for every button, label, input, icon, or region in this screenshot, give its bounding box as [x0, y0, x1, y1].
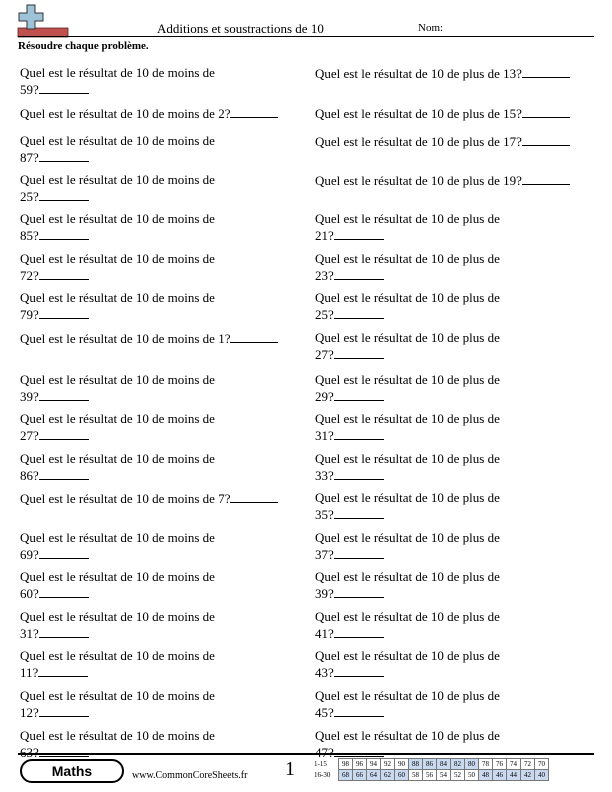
answer-blank[interactable] — [39, 585, 89, 598]
answer-blank[interactable] — [230, 330, 278, 343]
question-number: 12? — [20, 705, 39, 720]
question-item — [315, 251, 500, 284]
question-item — [315, 133, 570, 150]
answer-key-cell: 46 — [493, 770, 507, 781]
question-number: 72? — [20, 268, 39, 283]
answer-blank[interactable] — [39, 388, 89, 401]
question-text: Quel est le résultat de 10 de plus de 19? — [315, 173, 522, 188]
question-text: Quel est le résultat de 10 de moins de — [20, 172, 215, 187]
answer-key-cell: 70 — [535, 759, 549, 770]
question-number: 60? — [20, 586, 39, 601]
question-item — [315, 65, 570, 82]
worksheet-title: Additions et soustractions de 10 — [157, 21, 324, 36]
question-item — [315, 330, 500, 363]
answer-key-cell: 54 — [437, 770, 451, 781]
answer-blank[interactable] — [39, 81, 89, 94]
answer-key-cell: 58 — [409, 770, 423, 781]
question-item — [315, 372, 500, 405]
question-item — [315, 530, 500, 563]
question-item — [315, 411, 500, 444]
answer-key-row — [314, 759, 549, 770]
website-credit: www.CommonCoreSheets.fr — [132, 770, 248, 781]
answer-key-cell: 94 — [367, 759, 381, 770]
question-text: Quel est le résultat de 10 de moins de 1? — [20, 331, 231, 346]
question-item — [315, 490, 500, 523]
question-text: Quel est le résultat de 10 de plus de 13? — [315, 66, 522, 81]
question-item — [315, 569, 500, 602]
answer-blank[interactable] — [522, 133, 570, 146]
question-text: Quel est le résultat de 10 de plus de — [315, 688, 500, 703]
question-number: 21? — [315, 228, 334, 243]
question-item — [315, 648, 500, 681]
answer-key-cell: 48 — [479, 770, 493, 781]
question-text: Quel est le résultat de 10 de plus de — [315, 330, 500, 345]
answer-blank[interactable] — [334, 306, 384, 319]
question-number: 39? — [315, 586, 334, 601]
question-item — [20, 411, 215, 444]
question-item — [20, 609, 215, 642]
question-text: Quel est le résultat de 10 de plus de — [315, 211, 500, 226]
answer-blank[interactable] — [334, 585, 384, 598]
question-text: Quel est le résultat de 10 de plus de — [315, 451, 500, 466]
answer-blank[interactable] — [39, 546, 89, 559]
question-number: 35? — [315, 507, 334, 522]
answer-key-cell: 56 — [423, 770, 437, 781]
name-label: Nom: — [418, 22, 444, 34]
answer-key-range-label: 1-15 — [314, 760, 327, 768]
answer-key-cell: 82 — [451, 759, 465, 770]
answer-blank[interactable] — [334, 227, 384, 240]
question-number: 31? — [20, 626, 39, 641]
answer-blank[interactable] — [39, 427, 89, 440]
question-text: Quel est le résultat de 10 de plus de — [315, 411, 500, 426]
question-number: 37? — [315, 547, 334, 562]
question-number: 47? — [315, 745, 334, 760]
question-number: 31? — [315, 428, 334, 443]
answer-key — [314, 758, 549, 781]
answer-key-cell: 44 — [507, 770, 521, 781]
answer-blank[interactable] — [39, 744, 89, 757]
answer-key-range-label: 16-30 — [314, 771, 331, 779]
answer-blank[interactable] — [334, 744, 384, 757]
question-item — [20, 648, 215, 681]
question-text: Quel est le résultat de 10 de plus de 15? — [315, 106, 522, 121]
question-item — [20, 530, 215, 563]
question-text: Quel est le résultat de 10 de moins de — [20, 569, 215, 584]
answer-blank[interactable] — [38, 664, 88, 677]
answer-blank[interactable] — [522, 172, 570, 185]
answer-blank[interactable] — [39, 467, 89, 480]
answer-blank[interactable] — [334, 704, 384, 717]
question-item — [315, 688, 500, 721]
answer-key-cell: 78 — [479, 759, 493, 770]
question-item — [315, 290, 500, 323]
answer-key-row — [314, 770, 549, 781]
answer-blank[interactable] — [39, 188, 89, 201]
answer-key-cell: 68 — [339, 770, 353, 781]
answer-key-cell: 90 — [395, 759, 409, 770]
question-number: 63? — [20, 745, 39, 760]
page-number: 1 — [285, 758, 295, 780]
answer-blank[interactable] — [522, 65, 570, 78]
answer-blank[interactable] — [39, 267, 89, 280]
question-number: 59? — [20, 82, 39, 97]
question-item — [20, 251, 215, 284]
answer-blank[interactable] — [230, 490, 278, 503]
question-text: Quel est le résultat de 10 de moins de — [20, 728, 215, 743]
answer-key-cell: 66 — [353, 770, 367, 781]
question-number: 45? — [315, 705, 334, 720]
question-text: Quel est le résultat de 10 de plus de — [315, 372, 500, 387]
answer-key-cell: 64 — [367, 770, 381, 781]
subject-badge: Maths — [20, 759, 124, 783]
question-text: Quel est le résultat de 10 de moins de — [20, 609, 215, 624]
question-text: Quel est le résultat de 10 de plus de — [315, 728, 500, 743]
question-text: Quel est le résultat de 10 de moins de — [20, 530, 215, 545]
question-item — [20, 133, 215, 166]
answer-key-cell: 92 — [381, 759, 395, 770]
instructions: Résoudre chaque problème. — [18, 40, 149, 52]
answer-key-cell: 76 — [493, 759, 507, 770]
answer-key-cell: 52 — [451, 770, 465, 781]
answer-key-cell: 50 — [465, 770, 479, 781]
question-item — [20, 728, 215, 761]
answer-blank[interactable] — [334, 546, 384, 559]
question-item — [315, 609, 500, 642]
question-item — [315, 172, 570, 189]
answer-blank[interactable] — [334, 346, 384, 359]
answer-key-cell: 98 — [339, 759, 353, 770]
question-item — [315, 451, 500, 484]
question-item — [315, 105, 570, 122]
question-item — [20, 688, 215, 721]
question-text: Quel est le résultat de 10 de moins de — [20, 211, 215, 226]
question-number: 86? — [20, 468, 39, 483]
question-item — [20, 569, 215, 602]
answer-blank[interactable] — [230, 105, 278, 118]
question-number: 33? — [315, 468, 334, 483]
answer-key-cell: 96 — [353, 759, 367, 770]
question-text: Quel est le résultat de 10 de moins de — [20, 688, 215, 703]
question-text: Quel est le résultat de 10 de plus de — [315, 648, 500, 663]
question-text: Quel est le résultat de 10 de moins de 7? — [20, 491, 231, 506]
question-item — [315, 728, 500, 761]
answer-blank[interactable] — [39, 704, 89, 717]
answer-blank[interactable] — [522, 105, 570, 118]
question-number: 25? — [315, 307, 334, 322]
question-item — [20, 490, 278, 507]
question-item — [20, 172, 215, 205]
question-text: Quel est le résultat de 10 de moins de 2? — [20, 106, 231, 121]
question-text: Quel est le résultat de 10 de plus de — [315, 530, 500, 545]
answer-key-cell: 40 — [535, 770, 549, 781]
question-number: 27? — [315, 347, 334, 362]
question-item — [20, 451, 215, 484]
question-item — [20, 290, 215, 323]
answer-blank[interactable] — [334, 427, 384, 440]
answer-blank[interactable] — [39, 306, 89, 319]
question-number: 11? — [20, 665, 39, 680]
answer-blank[interactable] — [39, 149, 89, 162]
question-item — [20, 65, 215, 98]
question-text: Quel est le résultat de 10 de plus de — [315, 290, 500, 305]
question-text: Quel est le résultat de 10 de moins de — [20, 451, 215, 466]
question-number: 29? — [315, 389, 334, 404]
question-text: Quel est le résultat de 10 de moins de — [20, 133, 215, 148]
answer-blank[interactable] — [39, 625, 89, 638]
question-number: 79? — [20, 307, 39, 322]
question-number: 23? — [315, 268, 334, 283]
answer-key-cell: 72 — [521, 759, 535, 770]
question-number: 85? — [20, 228, 39, 243]
question-item — [20, 330, 278, 347]
answer-key-cell: 42 — [521, 770, 535, 781]
question-text: Quel est le résultat de 10 de moins de — [20, 65, 215, 80]
question-text: Quel est le résultat de 10 de plus de 17? — [315, 134, 522, 149]
question-number: 27? — [20, 428, 39, 443]
answer-key-cell: 74 — [507, 759, 521, 770]
question-number: 39? — [20, 389, 39, 404]
question-item — [315, 211, 500, 244]
answer-blank[interactable] — [334, 267, 384, 280]
answer-blank[interactable] — [334, 467, 384, 480]
answer-blank[interactable] — [334, 625, 384, 638]
question-text: Quel est le résultat de 10 de plus de — [315, 609, 500, 624]
question-number: 41? — [315, 626, 334, 641]
question-number: 25? — [20, 189, 39, 204]
question-text: Quel est le résultat de 10 de moins de — [20, 251, 215, 266]
answer-key-cell: 84 — [437, 759, 451, 770]
answer-key-cell: 80 — [465, 759, 479, 770]
question-text: Quel est le résultat de 10 de plus de — [315, 251, 500, 266]
answer-blank[interactable] — [39, 227, 89, 240]
question-number: 87? — [20, 150, 39, 165]
question-text: Quel est le résultat de 10 de moins de — [20, 411, 215, 426]
question-text: Quel est le résultat de 10 de moins de — [20, 290, 215, 305]
answer-blank[interactable] — [334, 506, 384, 519]
footer-divider — [18, 753, 594, 755]
question-number: 43? — [315, 665, 334, 680]
question-item — [20, 211, 215, 244]
question-text: Quel est le résultat de 10 de plus de — [315, 569, 500, 584]
answer-blank[interactable] — [334, 664, 384, 677]
answer-key-cell: 86 — [423, 759, 437, 770]
question-item — [20, 372, 215, 405]
question-text: Quel est le résultat de 10 de moins de — [20, 648, 215, 663]
question-item — [20, 105, 278, 122]
question-text: Quel est le résultat de 10 de plus de — [315, 490, 500, 505]
answer-key-cell: 88 — [409, 759, 423, 770]
question-number: 69? — [20, 547, 39, 562]
answer-blank[interactable] — [334, 388, 384, 401]
answer-key-cell: 62 — [381, 770, 395, 781]
answer-key-cell: 60 — [395, 770, 409, 781]
question-text: Quel est le résultat de 10 de moins de — [20, 372, 215, 387]
